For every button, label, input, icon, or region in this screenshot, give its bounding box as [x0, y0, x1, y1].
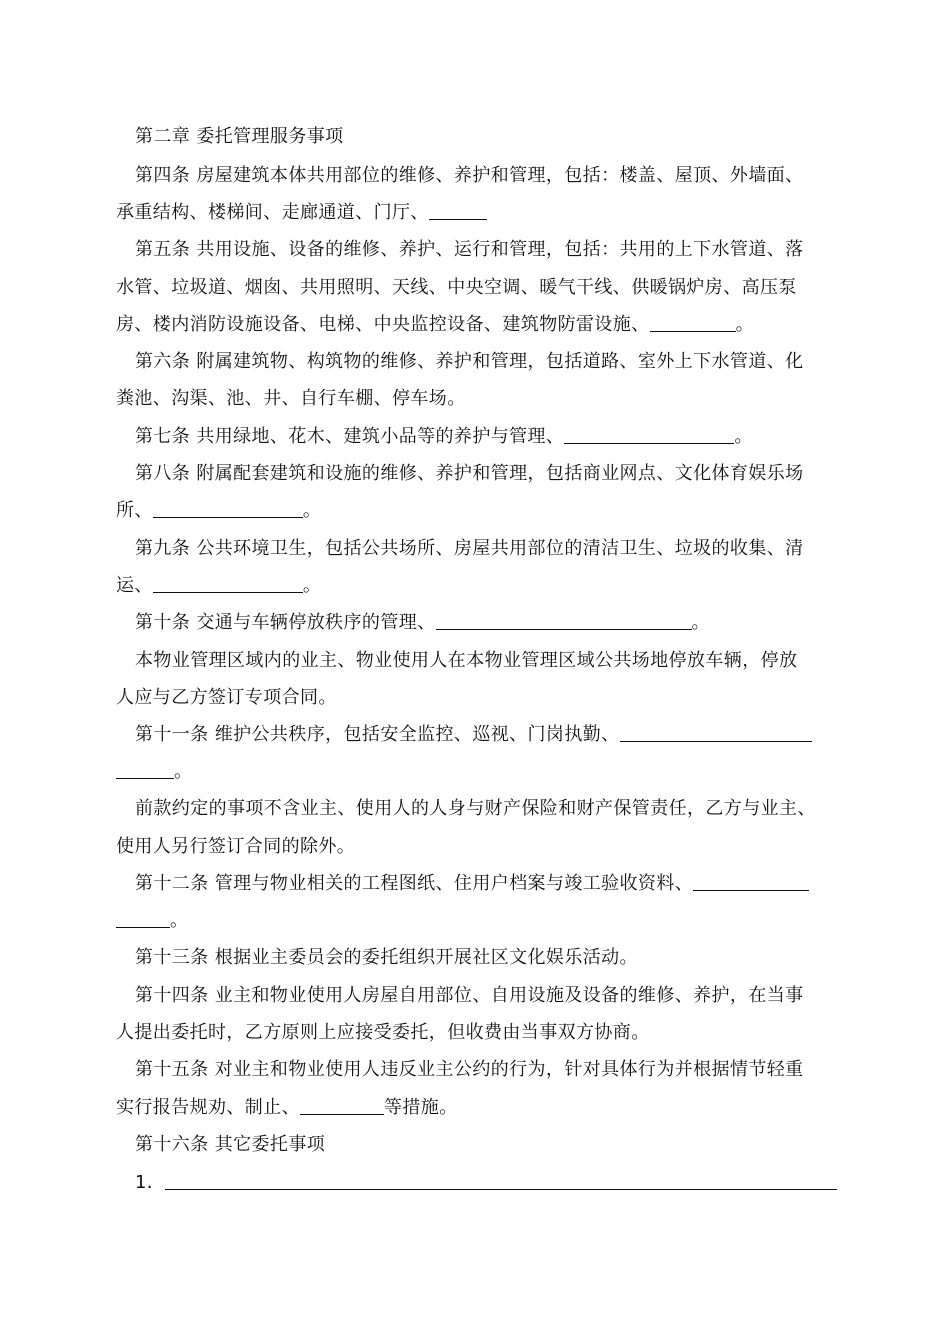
article-9-text-1: 第九条 公共环境卫生，包括公共场所、房屋共用部位的清洁卫生、垃圾的收集、清 — [135, 538, 804, 559]
article-10-line-1 — [135, 611, 710, 635]
article-14-text-1: 第十四条 业主和物业使用人房屋自用部位、自用设施及设备的维修、养护，在当事 — [135, 985, 804, 1006]
article-16-item-1-blank[interactable] — [165, 1171, 837, 1190]
article-16-line-1 — [135, 1133, 325, 1157]
article-14-line-2 — [116, 1021, 650, 1045]
article-10-para-text-2: 人应与乙方签订专项合同。 — [116, 687, 337, 708]
article-4-line-2 — [116, 201, 487, 225]
article-9-text-2: 运、 — [116, 575, 153, 596]
article-4-blank[interactable] — [429, 201, 487, 220]
article-8-line-2 — [116, 499, 321, 523]
article-12-text-1: 第十二条 管理与物业相关的工程图纸、住用户档案与竣工验收资料、 — [135, 873, 694, 894]
article-4-text-1: 第四条 房屋建筑本体共用部位的维修、养护和管理，包括：楼盖、屋顶、外墙面、 — [135, 165, 804, 186]
article-5-end: 。 — [735, 314, 755, 335]
article-11-para-line-2 — [116, 835, 355, 859]
article-9-line-1 — [135, 537, 804, 561]
article-7-blank[interactable] — [564, 425, 734, 444]
article-14-text-2: 人提出委托时，乙方原则上应接受委托，但收费由当事双方协商。 — [116, 1022, 650, 1043]
article-7-text-1: 第七条 共用绿地、花木、建筑小品等的养护与管理、 — [135, 426, 565, 447]
article-12-line-2 — [116, 909, 188, 933]
article-6-text-2: 粪池、沟渠、池、井、自行车棚、停车场。 — [116, 388, 466, 409]
article-10-para-text-1: 本物业管理区域内的业主、物业使用人在本物业管理区域公共场地停放车辆，停放 — [135, 650, 798, 671]
chapter-title-text: 第二章 委托管理服务事项 — [135, 126, 344, 147]
article-5-line-1 — [135, 238, 804, 262]
article-16-item-1 — [135, 1171, 837, 1195]
article-11-text-1: 第十一条 维护公共秩序，包括安全监控、巡视、门岗执勤、 — [135, 724, 620, 745]
article-16-text-1: 第十六条 其它委托事项 — [135, 1134, 326, 1155]
article-5-text-3: 房、楼内消防设施设备、电梯、中央监控设备、建筑物防雷设施、 — [116, 314, 650, 335]
article-4-line-1 — [135, 164, 804, 188]
article-11-blank-2[interactable] — [116, 760, 174, 779]
article-6-text-1: 第六条 附属建筑物、构筑物的维修、养护和管理，包括道路、室外上下水管道、化 — [135, 351, 804, 372]
article-14-line-1 — [135, 984, 804, 1008]
article-15-text-2: 实行报告规劝、制止、 — [116, 1097, 300, 1118]
article-6-line-1 — [135, 350, 804, 374]
article-10-text-1: 第十条 交通与车辆停放秩序的管理、 — [135, 612, 436, 633]
article-12-end: 。 — [170, 910, 189, 931]
article-8-blank[interactable] — [153, 499, 303, 518]
article-15-blank[interactable] — [300, 1096, 384, 1115]
article-7-end: 。 — [734, 426, 753, 447]
article-6-line-2 — [116, 387, 466, 411]
article-11-para-text-1: 前款约定的事项不含业主、使用人的人身与财产保险和财产保管责任，乙方与业主、 — [135, 798, 816, 819]
article-13-text-1: 第十三条 根据业主委员会的委托组织开展社区文化娱乐活动。 — [135, 947, 638, 968]
article-5-text-1: 第五条 共用设施、设备的维修、养护、运行和管理，包括：共用的上下水管道、落 — [135, 239, 804, 260]
article-9-end: 。 — [302, 575, 322, 596]
article-15-text-1: 第十五条 对业主和物业使用人违反业主公约的行为，针对具体行为并根据情节轻重 — [135, 1059, 804, 1080]
article-5-line-3 — [116, 313, 754, 337]
article-15-line-1 — [135, 1058, 804, 1082]
article-11-para-text-2: 使用人另行签订合同的除外。 — [116, 836, 356, 857]
article-11-para-line-1 — [135, 797, 816, 821]
article-8-text-1: 第八条 附属配套建筑和设施的维修、养护和管理，包括商业网点、文化体育娱乐场 — [135, 463, 804, 484]
article-11-line-1 — [135, 723, 812, 747]
article-10-para-line-2 — [116, 686, 337, 710]
article-8-line-1 — [135, 462, 804, 486]
chapter-title — [135, 125, 344, 149]
article-11-line-2 — [116, 760, 192, 784]
article-12-line-1 — [135, 872, 809, 896]
article-10-end: 。 — [691, 612, 710, 633]
article-8-text-2: 所、 — [116, 500, 153, 521]
article-10-blank[interactable] — [436, 611, 692, 630]
article-16-item-1-label: 1． — [135, 1172, 166, 1193]
article-15-line-2 — [116, 1096, 458, 1120]
article-5-blank[interactable] — [650, 313, 736, 332]
article-15-end: 等措施。 — [384, 1097, 458, 1118]
article-7-line-1 — [135, 425, 753, 449]
article-10-para-line-1 — [135, 649, 797, 673]
article-12-blank-2[interactable] — [116, 909, 170, 928]
article-4-text-2: 承重结构、楼梯间、走廊通道、门厅、 — [116, 202, 429, 223]
article-9-line-2 — [116, 574, 321, 598]
article-9-blank[interactable] — [153, 574, 303, 593]
article-5-text-2: 水管、垃圾道、烟囱、共用照明、天线、中央空调、暖气干线、供暖锅炉房、高压泵 — [116, 277, 797, 298]
article-12-blank-1[interactable] — [693, 872, 809, 891]
article-13-line-1 — [135, 946, 638, 970]
article-5-line-2 — [116, 276, 797, 300]
article-8-end: 。 — [302, 500, 322, 521]
article-11-end: 。 — [174, 761, 193, 782]
article-11-blank-1[interactable] — [620, 723, 812, 742]
